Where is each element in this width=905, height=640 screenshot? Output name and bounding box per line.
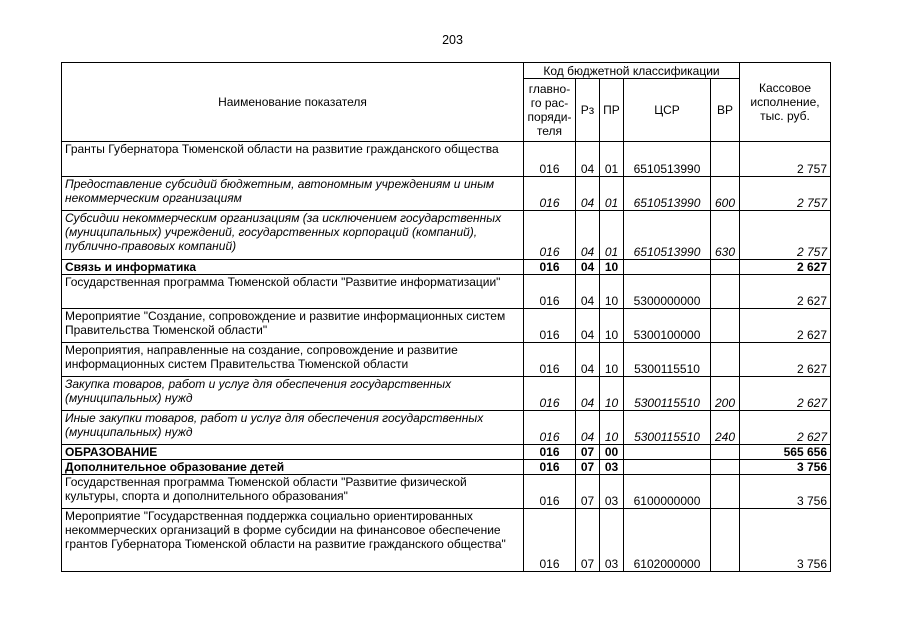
page-number: 203 [442,33,463,47]
cell-amount: 2 627 [740,411,831,445]
cell-name: ОБРАЗОВАНИЕ [62,445,524,460]
table-row [62,343,831,377]
cell-name: Мероприятие "Государственная поддержка социально ориентированных некоммерческих организаций в форме субсидии на финансовое обеспечение грантов Губернатора Тюменской области на развитие гражданского общества" [62,509,524,572]
header-code-group: Код бюджетной классификации [524,63,740,79]
table-row [62,460,831,475]
cell-glavn: 016 [524,275,576,309]
cell-name: Государственная программа Тюменской области "Развитие информатизации" [62,275,524,309]
cell-rz: 04 [576,309,600,343]
cell-rz: 04 [576,343,600,377]
cell-rz: 07 [576,445,600,460]
cell-rz: 04 [576,377,600,411]
table-row [62,177,831,211]
cell-name: Государственная программа Тюменской области "Развитие физической культуры, спорта и дополнительного образования" [62,475,524,509]
cell-amount: 3 756 [740,460,831,475]
header-vr: ВР [711,79,740,142]
header-csr: ЦСР [624,79,711,142]
cell-csr: 5300115510 [624,377,711,411]
cell-vr [711,275,740,309]
cell-csr: 6102000000 [624,509,711,572]
cell-pr: 10 [600,377,624,411]
cell-amount: 2 627 [740,377,831,411]
cell-amount: 3 756 [740,475,831,509]
cell-rz: 04 [576,177,600,211]
cell-csr: 5300000000 [624,275,711,309]
cell-rz: 04 [576,260,600,275]
cell-pr: 01 [600,211,624,260]
cell-vr: 600 [711,177,740,211]
cell-csr [624,260,711,275]
cell-glavn: 016 [524,411,576,445]
cell-vr [711,343,740,377]
cell-name: Предоставление субсидий бюджетным, автономным учреждениям и иным некоммерческим организациям [62,177,524,211]
table-row [62,142,831,177]
table-header [62,63,831,142]
cell-vr [711,509,740,572]
table-row [62,377,831,411]
cell-rz: 04 [576,142,600,177]
cell-pr: 10 [600,309,624,343]
table-row [62,475,831,509]
cell-name: Закупка товаров, работ и услуг для обеспечения государственных (муниципальных) нужд [62,377,524,411]
cell-name: Гранты Губернатора Тюменской области на развитие гражданского общества [62,142,524,177]
cell-csr: 6510513990 [624,177,711,211]
table-row [62,211,831,260]
cell-csr: 6100000000 [624,475,711,509]
cell-glavn: 016 [524,142,576,177]
cell-name: Дополнительное образование детей [62,460,524,475]
cell-pr: 10 [600,343,624,377]
cell-amount: 2 757 [740,177,831,211]
cell-vr [711,309,740,343]
cell-name: Мероприятия, направленные на создание, сопровождение и развитие информационных систем Правительства Тюменской области [62,343,524,377]
table-row [62,309,831,343]
cell-amount: 2 627 [740,309,831,343]
cell-glavn: 016 [524,377,576,411]
cell-name: Связь и информатика [62,260,524,275]
cell-pr: 03 [600,475,624,509]
cell-csr [624,460,711,475]
cell-rz: 07 [576,475,600,509]
cell-pr: 01 [600,177,624,211]
cell-csr: 5300115510 [624,343,711,377]
cell-pr: 00 [600,445,624,460]
cell-glavn: 016 [524,309,576,343]
header-glavn: главно-го рас-поряди-теля [524,79,576,142]
cell-csr: 5300115510 [624,411,711,445]
cell-amount: 2 627 [740,260,831,275]
cell-vr [711,460,740,475]
cell-vr: 240 [711,411,740,445]
cell-vr [711,445,740,460]
cell-pr: 10 [600,260,624,275]
cell-rz: 04 [576,411,600,445]
cell-vr [711,475,740,509]
header-amount: Кассовое исполнение, тыс. руб. [740,63,831,142]
cell-amount: 2 757 [740,142,831,177]
budget-table [61,62,831,572]
cell-glavn: 016 [524,475,576,509]
header-rz: Рз [576,79,600,142]
cell-glavn: 016 [524,460,576,475]
cell-name: Субсидии некоммерческим организациям (за исключением государственных (муниципальных) учреждений, государственных корпораций (компаний), публично-правовых компаний) [62,211,524,260]
cell-csr: 6510513990 [624,142,711,177]
cell-glavn: 016 [524,509,576,572]
table-body [62,142,831,572]
table-row [62,509,831,572]
cell-name: Мероприятие "Создание, сопровождение и развитие информационных систем Правительства Тюменской области" [62,309,524,343]
cell-csr: 5300100000 [624,309,711,343]
cell-amount: 565 656 [740,445,831,460]
cell-glavn: 016 [524,260,576,275]
cell-glavn: 016 [524,211,576,260]
header-name: Наименование показателя [62,63,524,142]
cell-glavn: 016 [524,177,576,211]
cell-amount: 3 756 [740,509,831,572]
cell-rz: 07 [576,509,600,572]
cell-vr: 630 [711,211,740,260]
table-row [62,275,831,309]
cell-pr: 03 [600,509,624,572]
cell-pr: 03 [600,460,624,475]
cell-rz: 04 [576,211,600,260]
cell-glavn: 016 [524,343,576,377]
cell-amount: 2 627 [740,343,831,377]
cell-rz: 07 [576,460,600,475]
table-row [62,411,831,445]
cell-name: Иные закупки товаров, работ и услуг для обеспечения государственных (муниципальных) нужд [62,411,524,445]
cell-pr: 10 [600,411,624,445]
cell-vr [711,142,740,177]
cell-csr: 6510513990 [624,211,711,260]
table-row [62,445,831,460]
cell-pr: 10 [600,275,624,309]
cell-csr [624,445,711,460]
header-pr: ПР [600,79,624,142]
cell-vr: 200 [711,377,740,411]
cell-rz: 04 [576,275,600,309]
cell-vr [711,260,740,275]
cell-amount: 2 757 [740,211,831,260]
cell-glavn: 016 [524,445,576,460]
cell-amount: 2 627 [740,275,831,309]
cell-pr: 01 [600,142,624,177]
table-row [62,260,831,275]
